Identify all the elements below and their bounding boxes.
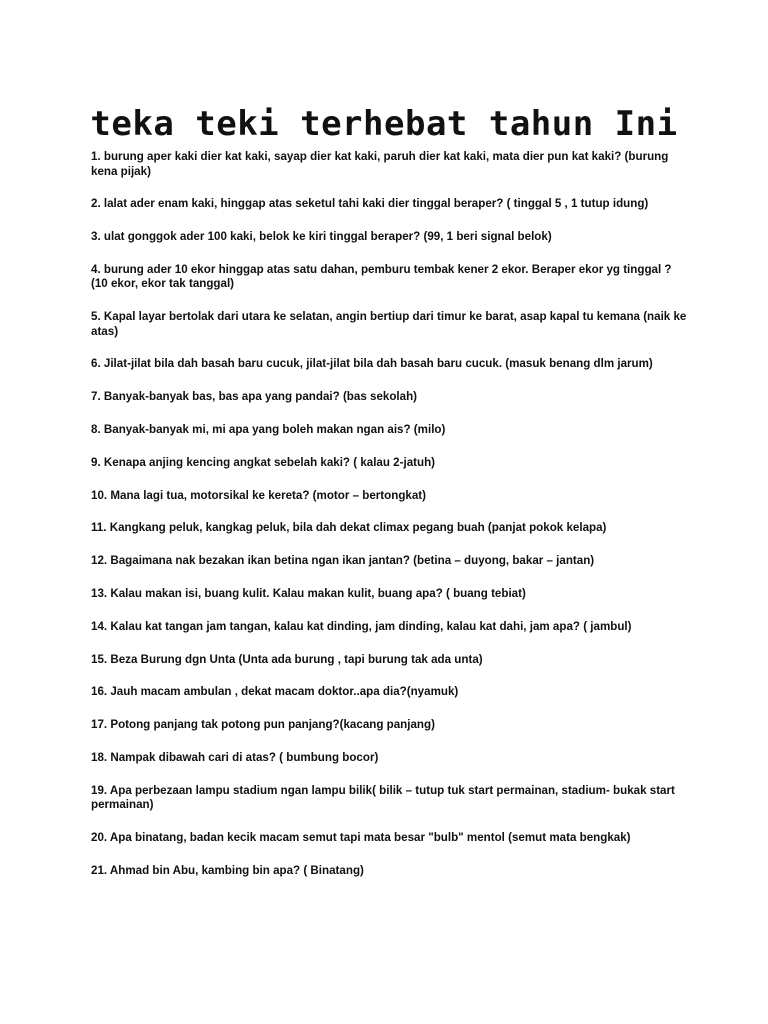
riddle-item-14: 14. Kalau kat tangan jam tangan, kalau kat dinding, jam dinding, kalau kat dahi, jam apa? ( jambul)	[91, 619, 632, 633]
riddle-item-21: 21. Ahmad bin Abu, kambing bin apa? ( Binatang)	[91, 863, 364, 877]
riddle-item-13: 13. Kalau makan isi, buang kulit. Kalau makan kulit, buang apa? ( buang tebiat)	[91, 587, 526, 601]
riddle-item-4: 4. burung ader 10 ekor hinggap atas satu dahan, pemburu tembak kener 2 ekor. Beraper ekor yg tinggal ? (10 ekor, ekor tak tanggal)	[91, 262, 672, 291]
riddle-item-18: 18. Nampak dibawah cari di atas? ( bumbung bocor)	[91, 751, 379, 765]
riddle-item-7: 7. Banyak-banyak bas, bas apa yang pandai? (bas sekolah)	[91, 390, 418, 404]
riddle-item-11: 11. Kangkang peluk, kangkag peluk, bila dah dekat climax pegang buah (panjat pokok kelapa)	[91, 521, 607, 535]
document-title: teka teki terhebat tahun Ini	[90, 104, 678, 144]
riddle-item-8: 8. Banyak-banyak mi, mi apa yang boleh makan ngan ais? (milo)	[91, 423, 446, 437]
riddle-list	[91, 150, 691, 897]
riddle-item-20: 20. Apa binatang, badan kecik macam semut tapi mata besar "bulb" mentol (semut mata bengkak)	[91, 831, 631, 845]
riddle-item-9: 9. Kenapa anjing kencing angkat sebelah kaki? ( kalau 2-jatuh)	[91, 455, 436, 469]
riddle-item-2: 2. lalat ader enam kaki, hinggap atas seketul tahi kaki dier tinggal beraper? ( tinggal 5 , 1 tutup idung)	[91, 197, 649, 211]
riddle-item-19: 19. Apa perbezaan lampu stadium ngan lampu bilik( bilik – tutup tuk start permainan, stadium- bukak start permainan)	[91, 783, 675, 812]
riddle-item-5: 5. Kapal layar bertolak dari utara ke selatan, angin bertiup dari timur ke barat, asap kapal tu kemana (naik ke atas)	[91, 310, 687, 338]
riddle-item-15: 15. Beza Burung dgn Unta (Unta ada burung , tapi burung tak ada unta)	[91, 652, 483, 666]
riddle-item-3: 3. ulat gonggok ader 100 kaki, belok ke kiri tinggal beraper? (99, 1 beri signal belok)	[91, 230, 552, 244]
riddle-item-6: 6. Jilat-jilat bila dah basah baru cucuk, jilat-jilat bila dah basah baru cucuk. (masuk benang dlm jarum)	[91, 357, 653, 371]
riddle-item-17: 17. Potong panjang tak potong pun panjang?(kacang panjang)	[91, 718, 435, 732]
riddle-item-1: 1. burung aper kaki dier kat kaki, sayap dier kat kaki, paruh dier kat kaki, mata dier pun kat kaki? (burung kena pijak)	[91, 150, 669, 178]
riddle-item-10: 10. Mana lagi tua, motorsikal ke kereta? (motor – bertongkat)	[91, 488, 427, 502]
riddle-item-16: 16. Jauh macam ambulan , dekat macam doktor..apa dia?(nyamuk)	[91, 685, 459, 699]
riddle-item-12: 12. Bagaimana nak bezakan ikan betina ngan ikan jantan? (betina – duyong, bakar – jantan)	[91, 554, 595, 568]
